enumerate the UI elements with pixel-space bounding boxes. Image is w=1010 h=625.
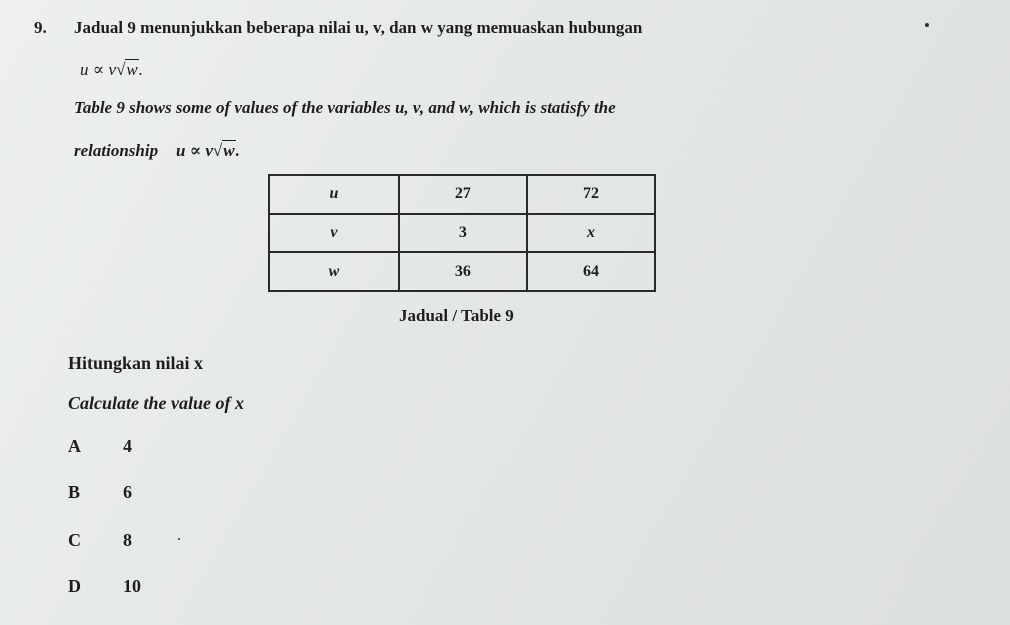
radical-sign-icon: √ bbox=[116, 60, 126, 79]
square-root bbox=[116, 60, 139, 80]
table-caption: Jadual / Table 9 bbox=[399, 306, 514, 325]
table-cell: 27 bbox=[399, 175, 527, 214]
table-cell: x bbox=[527, 214, 655, 253]
table-cell: 72 bbox=[527, 175, 655, 214]
question-number: 9. bbox=[34, 18, 47, 37]
table-cell-variable: u bbox=[269, 175, 399, 214]
table-row bbox=[269, 214, 655, 253]
proportion-formula bbox=[80, 60, 143, 80]
question-text-english: Table 9 shows some of values of the variables u, v, and w, which is statisfy the bbox=[74, 98, 616, 117]
table-row bbox=[269, 252, 655, 291]
formula-lhs: u ∝ v bbox=[176, 141, 213, 160]
instruction-english: Calculate the value of x bbox=[68, 393, 244, 413]
table-cell: 36 bbox=[399, 252, 527, 291]
radicand: w bbox=[223, 141, 235, 160]
table-cell: 3 bbox=[399, 214, 527, 253]
table-cell-variable: w bbox=[269, 252, 399, 291]
option-a-letter[interactable]: A bbox=[68, 436, 81, 456]
paper-speck bbox=[178, 538, 180, 540]
table-cell: 64 bbox=[527, 252, 655, 291]
option-a-value[interactable]: 4 bbox=[123, 436, 132, 456]
question-text-english-cont: relationship bbox=[74, 141, 159, 160]
option-d-letter[interactable]: D bbox=[68, 576, 81, 596]
option-c-value[interactable]: 8 bbox=[123, 530, 132, 550]
formula-end: . bbox=[235, 141, 240, 160]
values-table bbox=[268, 174, 656, 292]
option-c-letter[interactable]: C bbox=[68, 530, 81, 550]
paper-speck bbox=[925, 23, 929, 27]
radicand: w bbox=[126, 60, 138, 79]
option-b-value[interactable]: 6 bbox=[123, 482, 132, 502]
formula-lhs: u ∝ v bbox=[80, 60, 117, 79]
table-row bbox=[269, 175, 655, 214]
instruction-malay: Hitungkan nilai x bbox=[68, 353, 204, 373]
option-d-value[interactable]: 10 bbox=[123, 576, 141, 596]
table-cell-variable: v bbox=[269, 214, 399, 253]
square-root bbox=[213, 141, 236, 161]
formula-end: . bbox=[138, 60, 143, 79]
question-text-malay: Jadual 9 menunjukkan beberapa nilai u, v, dan w yang memuaskan hubungan bbox=[74, 18, 643, 37]
radical-sign-icon: √ bbox=[212, 141, 223, 160]
option-b-letter[interactable]: B bbox=[68, 482, 81, 502]
proportion-formula-english bbox=[176, 141, 240, 161]
